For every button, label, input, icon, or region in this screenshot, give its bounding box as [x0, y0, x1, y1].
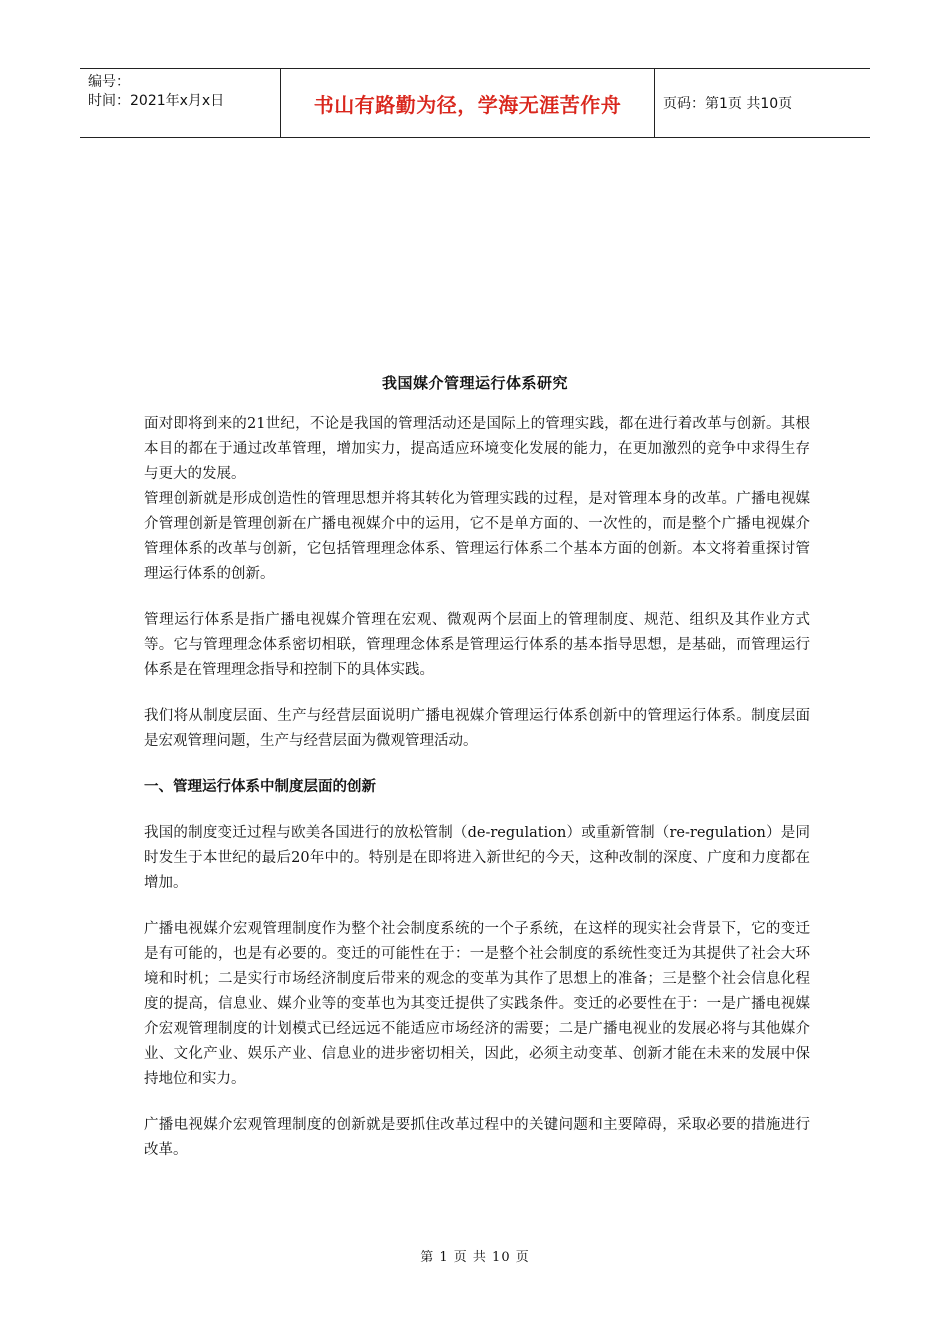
- serial-number-label: 编号：: [88, 74, 130, 90]
- paragraph: 广播电视媒介宏观管理制度作为整个社会制度系统的一个子系统，在这样的现实社会背景下，它的变迁是有可能的，也是有必要的。变迁的可能性在于：一是整个社会制度的系统性变迁为其提供了社会大环境和时机；二是实行市场经济制度后带来的观念的变革为其作了思想上的准备；三是整个社会信息化程度的提高，信息业、媒介业等的变革也为其变迁提供了实践条件。变迁的必要性在于：一是广播电视媒介宏观管理制度的计划模式已经远远不能适应市场经济的需要；二是广播电视业的发展必将与其他媒介业、文化产业、娱乐产业、信息业的进步密切相关，因此，必须主动变革、创新才能在未来的发展中保持地位和实力。: [144, 921, 810, 1087]
- header-page-cell: [655, 69, 870, 137]
- paragraph-gap: [144, 754, 810, 775]
- paragraph-gap: [144, 896, 810, 917]
- page-footer: 第 1 页 共 10 页: [420, 1250, 530, 1265]
- header-table: [80, 68, 870, 138]
- page-info: 页码：第1页 共10页: [663, 96, 793, 112]
- date-label: 时间：2021年x月x日: [88, 93, 225, 109]
- document-body: [144, 412, 810, 1163]
- paragraph-gap: [144, 800, 810, 821]
- section-heading: 一、管理运行体系中制度层面的创新: [144, 779, 376, 795]
- paragraph: 广播电视媒介宏观管理制度的创新就是要抓住改革过程中的关键问题和主要障碍，采取必要的措施进行改革。: [144, 1117, 810, 1158]
- header-meta-cell: [80, 69, 281, 137]
- paragraph: 管理创新就是形成创造性的管理思想并将其转化为管理实践的过程，是对管理本身的改革。广播电视媒介管理创新是管理创新在广播电视媒介中的运用，它不是单方面的、一次性的，而是整个广播电视媒介管理体系的改革与创新，它包括管理理念体系、管理运行体系二个基本方面的创新。本文将着重探讨管理运行体系的创新。: [144, 491, 810, 582]
- motto-text: 书山有路勤为径，学海无涯苦作舟: [313, 92, 622, 117]
- paragraph: 我们将从制度层面、生产与经营层面说明广播电视媒介管理运行体系创新中的管理运行体系。制度层面是宏观管理问题，生产与经营层面为微观管理活动。: [144, 708, 810, 749]
- document-title: 我国媒介管理运行体系研究: [381, 374, 568, 392]
- paragraph: 管理运行体系是指广播电视媒介管理在宏观、微观两个层面上的管理制度、规范、组织及其作业方式等。它与管理理念体系密切相联，管理理念体系是管理运行体系的基本指导思想，是基础，而管理运行体系是在管理理念指导和控制下的具体实践。: [144, 612, 810, 678]
- header-motto-cell: [281, 69, 655, 137]
- paragraph: 面对即将到来的21世纪，不论是我国的管理活动还是国际上的管理实践，都在进行着改革与创新。其根本目的都在于通过改革管理，增加实力，提高适应环境变化发展的能力，在更加激烈的竞争中求得生存与更大的发展。: [144, 416, 810, 482]
- paragraph-gap: [144, 1092, 810, 1113]
- paragraph-gap: [144, 587, 810, 608]
- paragraph-gap: [144, 683, 810, 704]
- paragraph: 我国的制度变迁过程与欧美各国进行的放松管制（de-regulation）或重新管制（re-regulation）是同时发生于本世纪的最后20年中的。特别是在即将进入新世纪的今天，这种改制的深度、广度和力度都在增加。: [144, 825, 810, 891]
